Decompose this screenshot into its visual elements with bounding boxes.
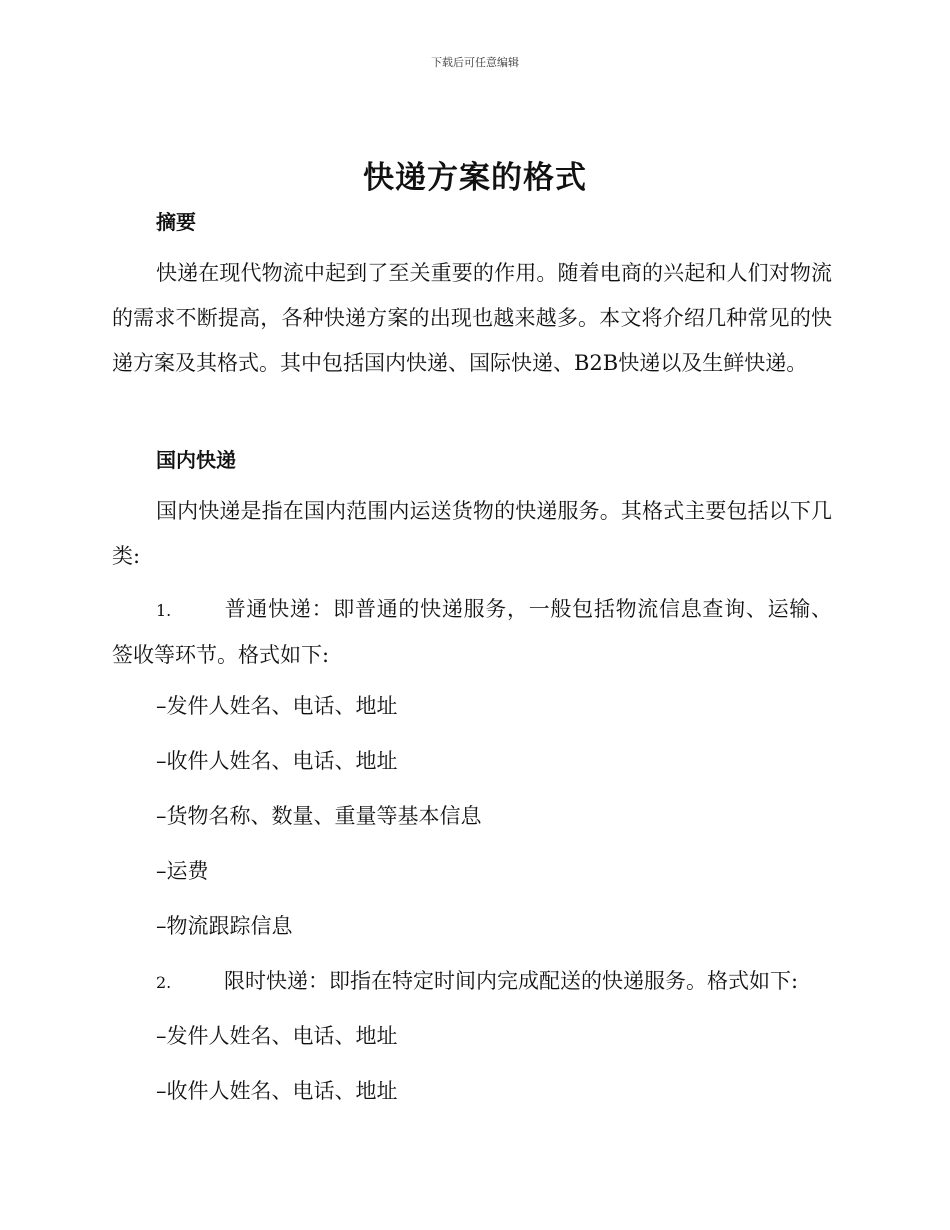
item-number: 2. <box>156 973 172 992</box>
numbered-item-1 <box>112 587 832 678</box>
abstract-heading: 摘要 <box>156 210 196 234</box>
page-header-note: 下载后可任意编辑 <box>431 56 519 69</box>
item-text: 普通快递：即普通的快递服务，一般包括物流信息查询、运输、签收等环节。格式如下: <box>112 597 832 667</box>
domestic-intro-paragraph: 国内快递是指在国内范围内运送货物的快递服务。其格式主要包括以下几类: <box>112 499 832 568</box>
list-item: –运费 <box>156 859 209 883</box>
document-title: 快递方案的格式 <box>363 160 587 196</box>
domestic-heading: 国内快递 <box>156 448 236 472</box>
abstract-paragraph: 快递在现代物流中起到了至关重要的作用。随着电商的兴起和人们对物流的需求不断提高，各种快递方案的出现也越来越多。本文将介绍几种常见的快递方案及其格式。其中包括国内快递、国际快递、B2B快递以及生鲜快递。 <box>112 261 832 375</box>
item-text: 限时快递：即指在特定时间内完成配送的快递服务。格式如下: <box>224 969 799 993</box>
item-number: 1. <box>156 601 172 620</box>
list-item: –收件人姓名、电话、地址 <box>156 1079 398 1103</box>
numbered-item-2 <box>112 959 832 1005</box>
list-item: –收件人姓名、电话、地址 <box>156 749 398 773</box>
list-item: –物流跟踪信息 <box>156 914 293 938</box>
list-item: –发件人姓名、电话、地址 <box>156 1024 398 1048</box>
list-item: –发件人姓名、电话、地址 <box>156 694 398 718</box>
list-item: –货物名称、数量、重量等基本信息 <box>156 804 482 828</box>
